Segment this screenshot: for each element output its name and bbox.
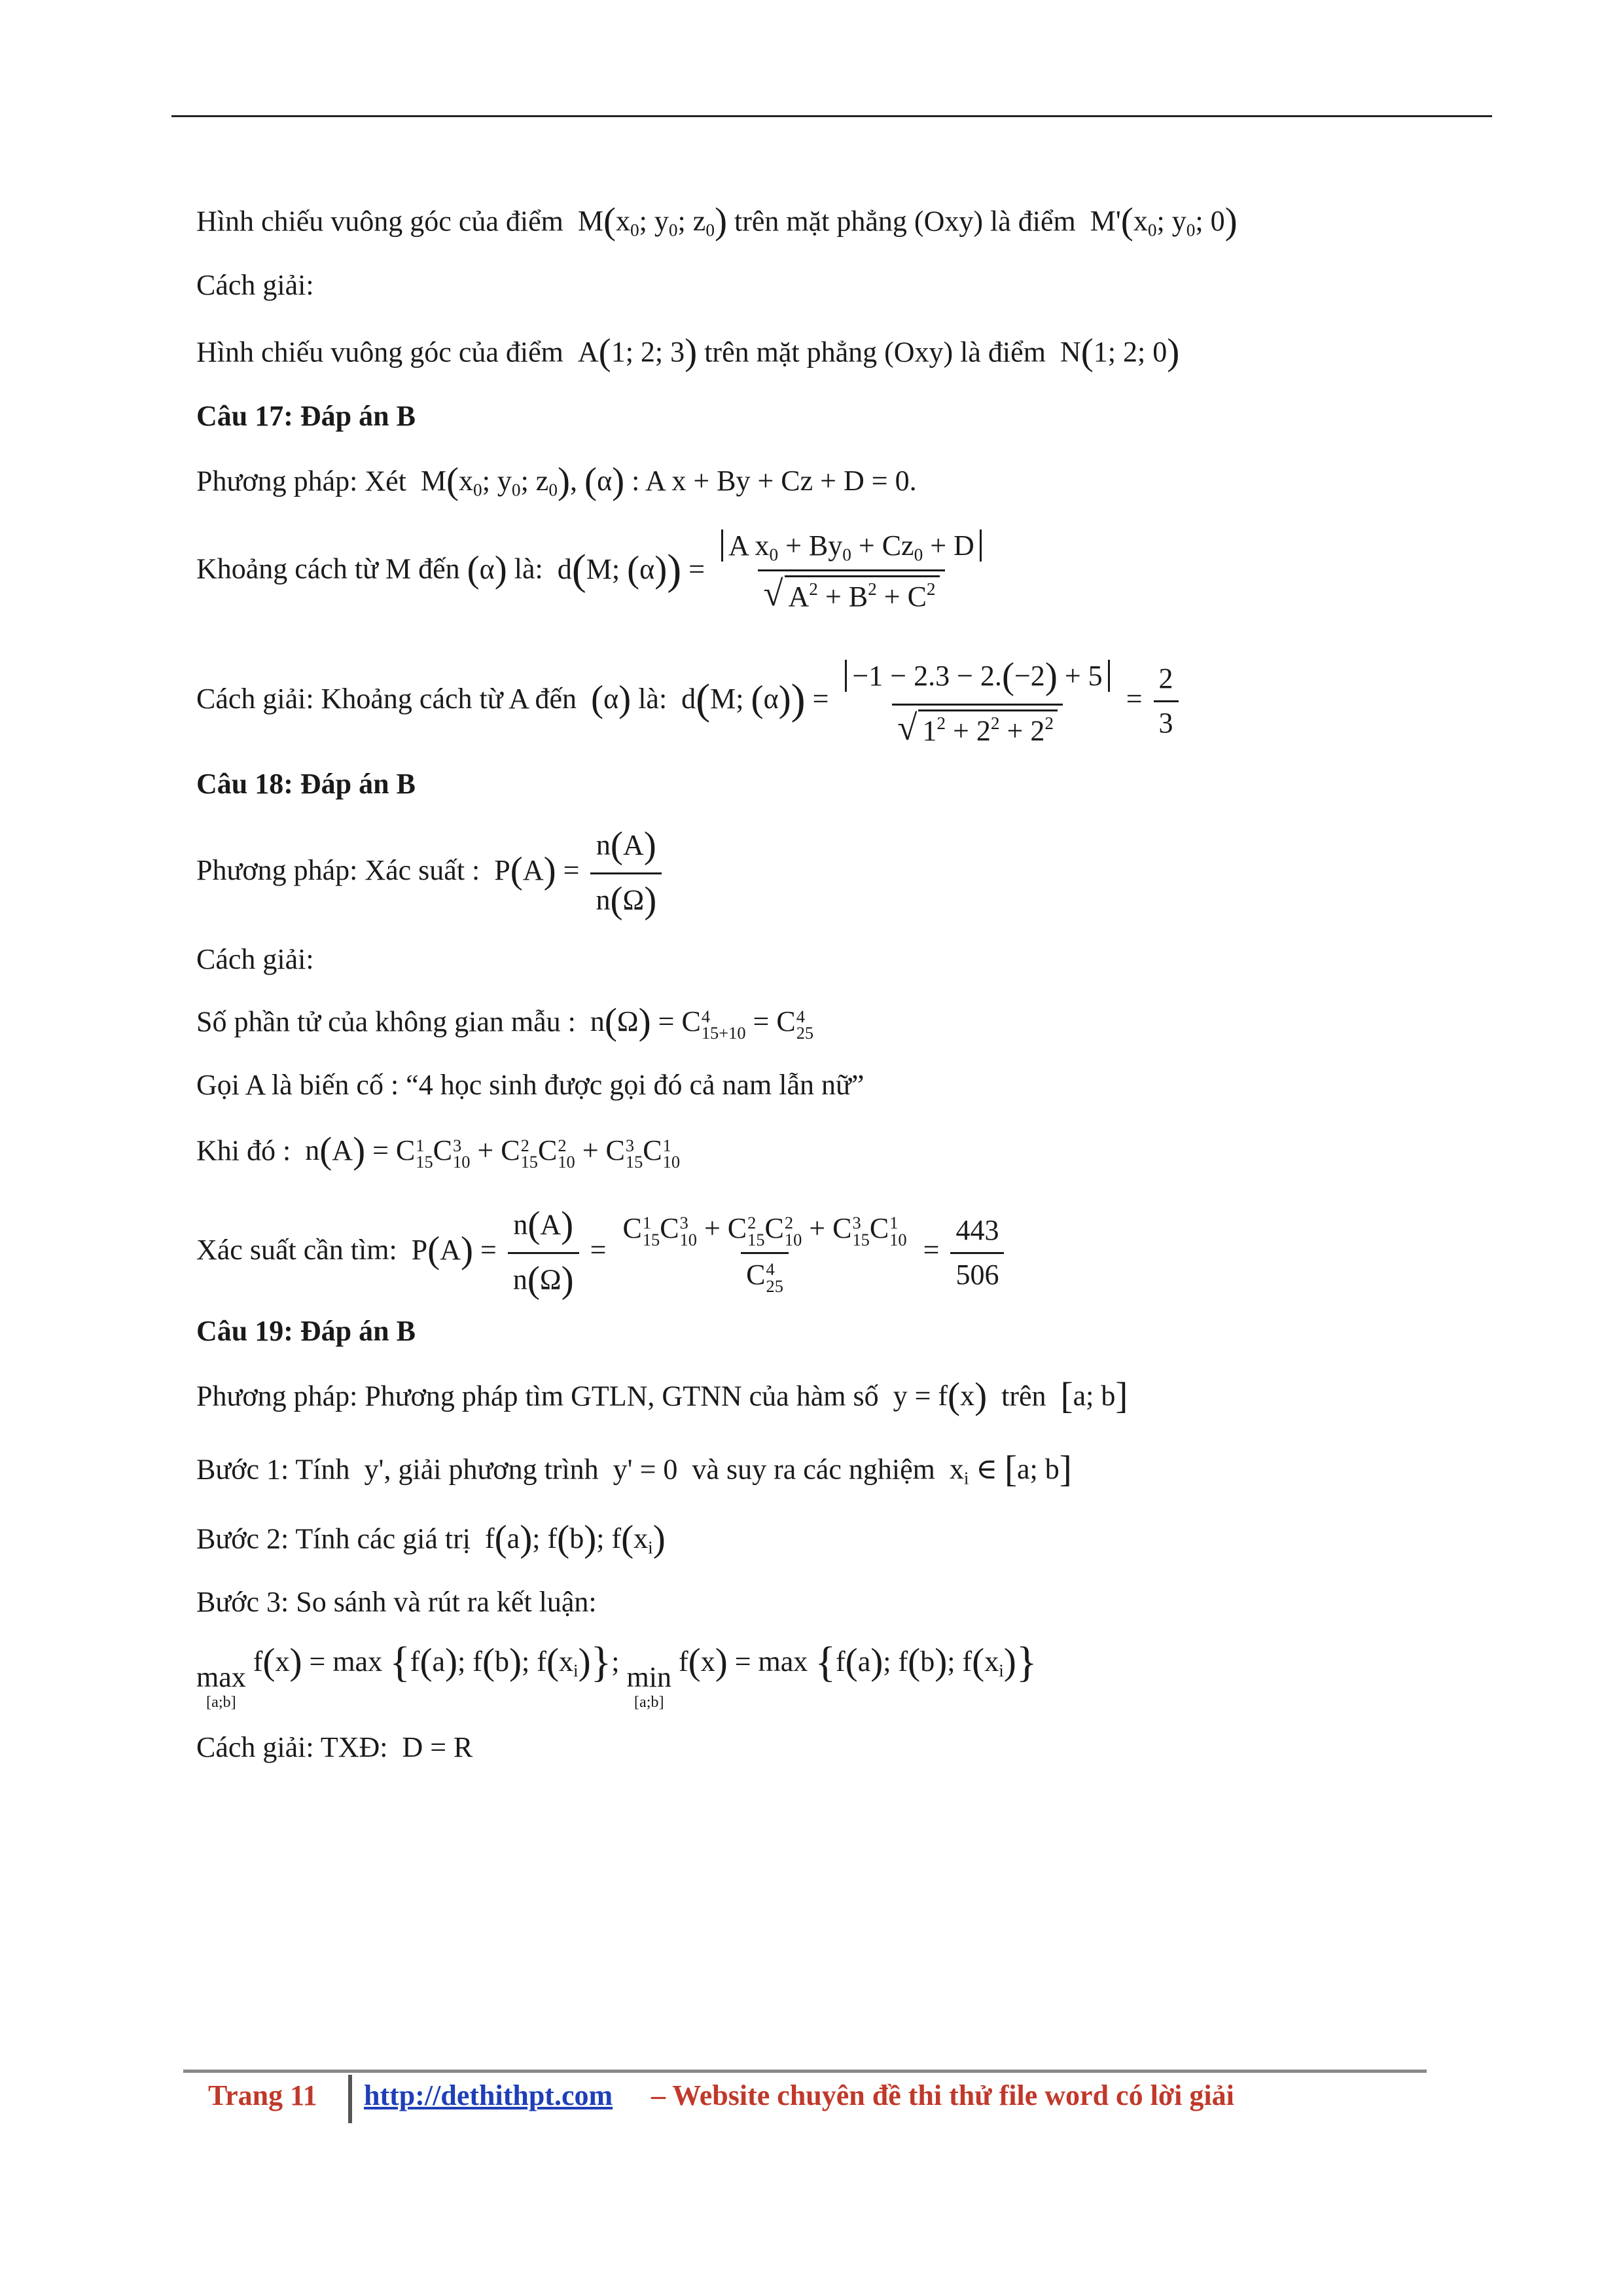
line-19-maxmin	[196, 1636, 1037, 1710]
heading-question-19: Câu 19: Đáp án B	[196, 1315, 416, 1347]
math-probability-result: P(A) = $\frac{n(A)}{n(\Omega)}$ = C 1 15 C 3 10 + C 2 15 C 2 10 + C 3 15 C 1 10 C 4 25 = $\frac{443}{506}$	[404, 1234, 1008, 1266]
fraction: C 1 15 C 3 10 + C 2 15 C 2 10 + C 3 15 C 1 10 C 4 25	[622, 1211, 907, 1296]
text: Phương pháp: Phương pháp tìm GTLN, GTNN của hàm số	[196, 1380, 879, 1412]
math-probability-def: P(A) = $\frac{n(A)}{n(\Omega)}$	[487, 854, 666, 886]
line-19-step1	[196, 1448, 1072, 1493]
footer-tagline: – Website chuyên đề thi thử file word có lời giải	[651, 2079, 1234, 2111]
footer-rule	[183, 2070, 1427, 2073]
math-alpha: (α)	[467, 548, 507, 590]
text: là:	[638, 682, 668, 715]
line-cach-giai-1: Cách giải:	[196, 269, 314, 301]
text: Hình chiếu vuông góc của điểm	[196, 205, 563, 238]
line-18-sample-space	[196, 1000, 813, 1045]
header-rule	[171, 115, 1492, 117]
math-point-a: A(1; 2; 3)	[570, 332, 698, 373]
math-distance-formula: d(M; (α)) = A $x_0 + By_0 + Cz_0 + D$ √ $A^2 + B^2 + C^2$	[550, 553, 991, 585]
fraction: $\frac{n(A)}{n(\Omega)}$	[508, 1203, 579, 1302]
fraction-result: $\frac{2}{3}$	[1154, 662, 1179, 741]
math-point-m-prime: $M'(x_0$; $y_0$; 0)	[1082, 201, 1238, 242]
text: trên	[1001, 1380, 1046, 1412]
text: Cách giải: Khoảng cách từ A đến	[196, 682, 577, 715]
line-18-event: Gọi A là biến cố : “4 học sinh được gọi đó cả nam lẫn nữ”	[196, 1069, 865, 1101]
text: trên mặt phẳng (Oxy) là điểm	[704, 336, 1046, 368]
math-interval: [a; b]	[1060, 1376, 1128, 1417]
math-event-count: n(A) = C 1 15 C 3 10 + C 2 15 C 2 10 + C 3 15 C 1 10	[298, 1130, 681, 1172]
heading-question-18: Câu 18: Đáp án B	[196, 768, 416, 800]
line-18-result	[196, 1203, 1008, 1302]
math-point-n: N(1; 2; 0)	[1052, 332, 1180, 373]
text: trên mặt phẳng (Oxy) là điểm	[734, 205, 1076, 238]
text: là:	[514, 552, 543, 585]
fraction: $\frac{n(A)}{n(\Omega)}$	[590, 823, 662, 923]
text: Phương pháp: Xét	[196, 465, 406, 497]
line-projection-rule	[196, 200, 1238, 245]
math-sample-space: n(Ω) = C 4 15+10 = C 4 25	[582, 1001, 814, 1043]
line-19-step2	[196, 1517, 666, 1562]
text: Khi đó :	[196, 1134, 291, 1167]
fraction: −1 − 2.3 − 2.(−2) + 5 √ $1^2 + 2^2 + 2^2$	[840, 655, 1115, 748]
math-domain: D = R	[395, 1731, 473, 1763]
line-18-method	[196, 823, 666, 923]
math-plane-def: $M(x_0$; $y_0$; $z_0$), (α) : A x + By + Cz + D = 0.	[413, 461, 917, 502]
line-19-method	[196, 1374, 1128, 1420]
text: Bước 1: Tính	[196, 1453, 350, 1486]
text: Bước 2: Tính các giá trị	[196, 1522, 471, 1555]
fraction-result: $\frac{443}{506}$	[950, 1213, 1004, 1293]
line-17-distance-formula	[196, 529, 991, 615]
text: Phương pháp: Xác suất :	[196, 854, 480, 887]
footer-divider	[348, 2075, 352, 2123]
text: Khoảng cách từ M đến	[196, 552, 460, 585]
math-derivative-eq: y' = 0	[605, 1453, 685, 1486]
line-18-count	[196, 1129, 680, 1174]
line-projection-answer	[196, 331, 1179, 376]
heading-question-17: Câu 17: Đáp án B	[196, 400, 416, 432]
math-derivative: y'	[357, 1453, 384, 1486]
math-function: y = f(x)	[885, 1376, 988, 1417]
math-roots: $x_i$ ∈ [a; b]	[942, 1449, 1072, 1490]
math-point-m: $M(x_0$; $y_0$; $z_0$)	[570, 201, 727, 242]
math-alpha: (α)	[591, 678, 632, 720]
math-max-min: max [a;b] f(x) = max {f(a); f(b); $f(x_i)$}; min [a;b] f(x) = max {f(a); f(b); $f(x_i)$}	[196, 1638, 1037, 1712]
line-17-solution	[196, 655, 1183, 748]
text: Số phần tử của không gian mẫu :	[196, 1005, 576, 1038]
fraction: A $x_0 + By_0 + Cz_0 + D$ √ $A^2 + B^2 + C^2$	[716, 529, 987, 615]
line-19-step3: Bước 3: So sánh và rút ra kết luận:	[196, 1586, 597, 1618]
text: Hình chiếu vuông góc của điểm	[196, 336, 563, 368]
footer-website-link[interactable]: http://dethithpt.com	[364, 2079, 613, 2111]
line-cach-giai-2: Cách giải:	[196, 943, 314, 975]
line-17-method	[196, 459, 917, 505]
text: và suy ra các nghiệm	[692, 1453, 935, 1486]
footer-page-number: Trang 11	[208, 2079, 317, 2111]
text: , giải phương trình	[383, 1453, 599, 1486]
text: Xác suất cần tìm:	[196, 1234, 397, 1266]
math-values: f(a); f(b); $f(x_i)$	[477, 1518, 666, 1560]
text: Cách giải: TXĐ:	[196, 1731, 388, 1763]
math-distance-value: d(M; (α)) = −1 − 2.3 − 2.(−2) + 5 √ $1^2 + 2^2 + 2^2$ = $\frac{2}{3}$	[674, 683, 1182, 715]
line-19-solution	[196, 1731, 473, 1765]
